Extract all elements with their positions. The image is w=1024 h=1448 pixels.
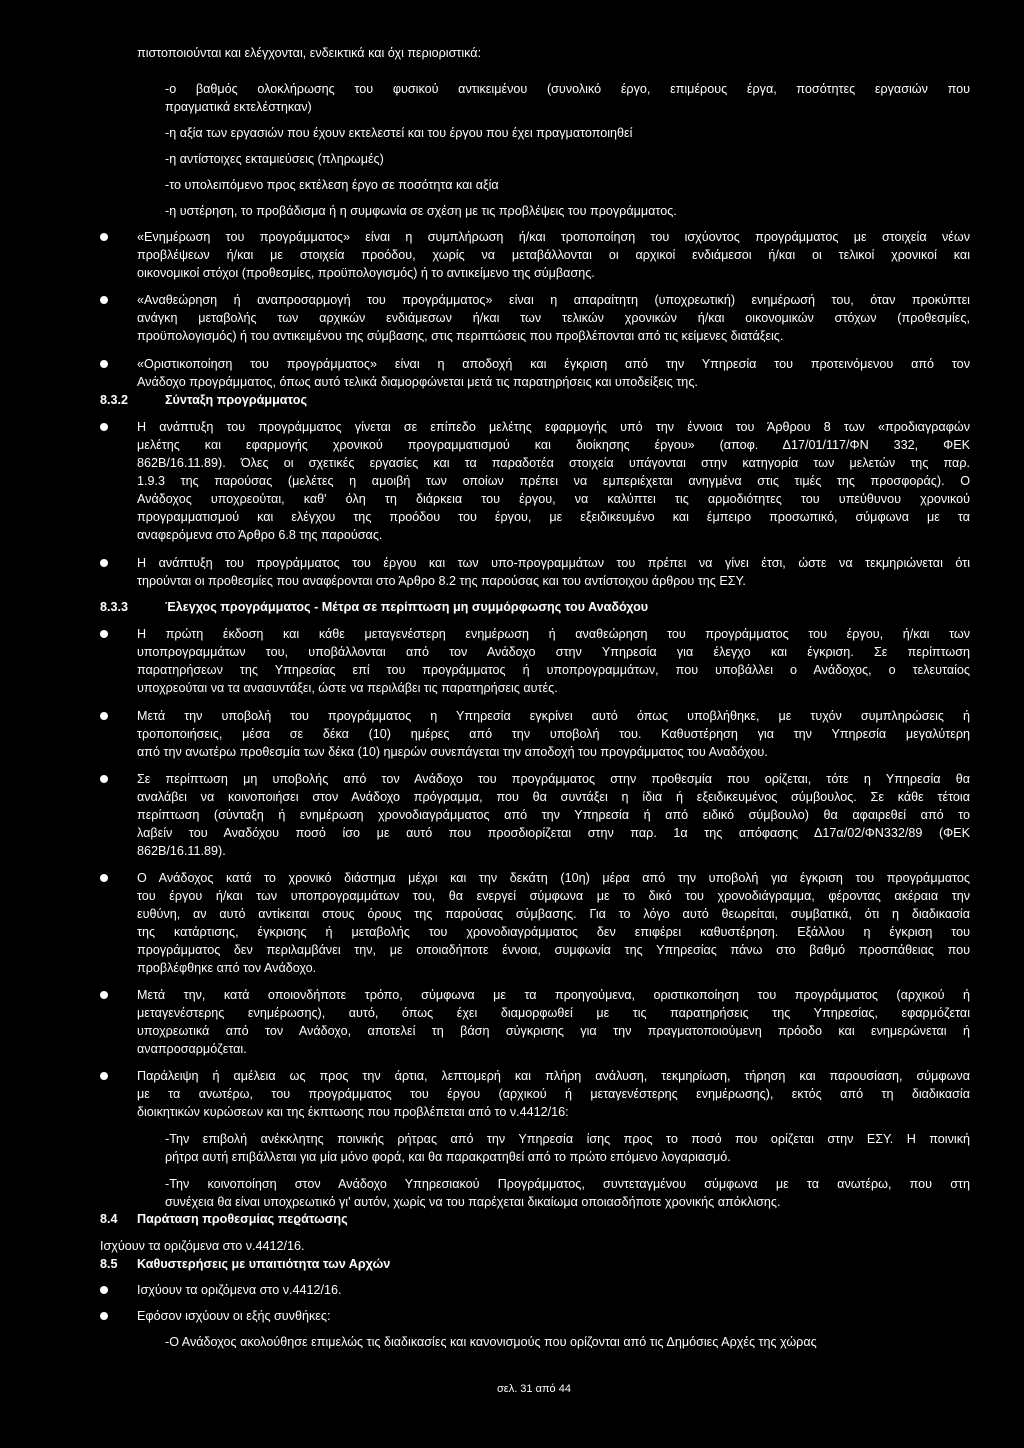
text-line: 1.9.3 της παρούσας (μελέτες η αμοιβή των οποίων πρέπει να εμπεριέχεται ανηγμένα στις τιμές της προσφοράς). Ο (137, 474, 970, 488)
text-line: ευθύνη, αν αυτό αντίκειται στους όρους της παρούσας σύμβασης. Για το λόγο αυτό θεωρείται, συμβατικά, ότι η διαδικασία (137, 907, 970, 921)
section-heading: Παράταση προθεσμίας πεϱάτωσης (137, 1212, 348, 1226)
text-line: Παράλειψη ή αμέλεια ως προς την άρτια, λεπτομερή και πλήρη ανάλυση, τεκμηρίωση, τήρηση και παρουσίαση, σύμφωνα (137, 1069, 970, 1083)
text-line: τηρούνται οι προθεσμίες που αναφέρονται στο Άρθρο 8.2 της παρούσας και του αντίστοιχου άρθρου της ΕΣΥ. (137, 574, 746, 588)
section-number: 8.4 (100, 1212, 118, 1226)
text-line: ανάγκη μεταβολής των αρχικών ενδιάμεσων ή/και των τελικών χρονικών ή/και οικονομικών στόχων (προθεσμίες, (137, 311, 970, 325)
text-line: -η αντίστοιχες εκταμιεύσεις (πληρωμές) (165, 152, 384, 166)
text-line: του έργου ή/και των υποπρογραμμάτων του, θα ενεργεί σύμφωνα με το δικό του χρονοδιάγραμμα, φέροντας ακέραια την (137, 889, 970, 903)
text-line: από την ανωτέρω προθεσμία των δέκα (10) ημερών συνεπάγεται την αποδοχή του προγράμματος του Αναδόχου. (137, 745, 768, 759)
text-line: -η αξία των εργασιών που έχουν εκτελεστεί και του έργου που έχει πραγματοποιηθεί (165, 126, 633, 140)
text-line: μελέτης και εφαρμογής χρονικού προγραμματισμού και διοίκησης έργου» (αποφ. Δ17/01/117/ΦΝ 332, ΦΕΚ (137, 438, 970, 452)
text-line: «Ενημέρωση του προγράμματος» είναι η συμπλήρωση ή/και τροποποίηση του ισχύοντος προγράμματος με στοιχεία νέων (137, 230, 970, 244)
text-line: συνέχεια θα είναι υποχρεωτικό γι' αυτόν, χωρίς να του παρέχεται δικαίωμα οποιασδήποτε χρονικής απόκλισης. (165, 1195, 781, 1209)
text-line: πραγματικά εκτελέστηκαν) (165, 100, 312, 114)
text-line: Εφόσον ισχύουν οι εξής συνθήκες: (137, 1309, 331, 1323)
text-line: προγράμματος δεν περιλαμβάνει την, με οποιαδήποτε έννοια, συμφωνία της Υπηρεσίας πάνω στο βαθμό προσπάθειας που (137, 943, 970, 957)
bullet-icon (100, 775, 108, 783)
text-line: υποχρεούται να τα ανασυντάξει, ώστε να περιλάβει τις παρατηρήσεις αυτές. (137, 681, 558, 695)
text-line: Ο Ανάδοχος κατά το χρονικό διάστημα μέχρι και την δεκάτη (10η) μέρα από την υποβολή για έγκριση του προγράμματος (137, 871, 970, 885)
section-number: 8.5 (100, 1257, 118, 1271)
bullet-icon (100, 1312, 108, 1320)
text-line: Μετά την υποβολή του προγράμματος η Υπηρεσία εγκρίνει αυτό όπως υποβλήθηκε, με τυχόν συμπληρώσεις ή (137, 709, 970, 723)
bullet-icon (100, 874, 108, 882)
text-line: ρήτρα αυτή επιβάλλεται για μία μόνο φορά, και θα παρακρατηθεί από το πρώτο επόμενο λογαριασμό. (165, 1150, 731, 1164)
text-line: προγραμματισμού και ελέγχου της προόδου του έργου, με εξειδικευμένο και έμπειρο προσωπικό, σύμφωνα με τα (137, 510, 970, 524)
text-line: της κατάρτισης, έγκρισης ή μεταβολής του χρονοδιαγράμματος δεν επιφέρει καθυστέρηση. Εξάλλου η έγκριση του (137, 925, 970, 939)
section-heading: Έλεγχος προγράμματος - Μέτρα σε περίπτωση μη συμμόρφωσης του Αναδόχου (165, 600, 649, 614)
text-line: περίπτωση (σύνταξη ή ενημέρωση χρονοδιαγράμματος από την Υπηρεσία ή από ειδικό σύμβουλο) θα αφαιρεθεί από το (137, 808, 970, 822)
text-line: προϋπολογισμός) ή του αντικειμένου της σύμβασης, στις περιπτώσεις που προβλέπονται από τις κείμενες διατάξεις. (137, 329, 784, 343)
text-line: Ανάδοχος υποχρεούται, καθ' όλη τη διάρκεια του έργου, να καλύπτει τις αρμοδιότητες του υπεύθυνου χρονικού (137, 492, 970, 506)
text-line: Η ανάπτυξη του προγράμματος γίνεται σε επίπεδο μελέτης εφαρμογής υπό την έννοια του Άρθρου 8 των «προδιαγραφών (137, 420, 970, 434)
bullet-icon (100, 712, 108, 720)
text-line: οικονομικοί στόχοι (προθεσμίες, προϋπολογισμός) ή το αντικείμενο της σύμβασης. (137, 266, 595, 280)
text-line: Σε περίπτωση μη υποβολής από τον Ανάδοχο του προγράμματος στην προθεσμία που ορίζεται, τότε η Υπηρεσία θα (137, 772, 970, 786)
text-line: υποπρογραμμάτων του, υποβάλλονται από τον Ανάδοχο στην Υπηρεσία για έλεγχο και έγκριση. Σε περίπτωση (137, 645, 970, 659)
section-number: 8.3.3 (100, 600, 129, 614)
text-line: Ανάδοχο προγράμματος, όπως αυτό τελικά διαμορφώνεται μετά τις παρατηρήσεις και υποδείξεις της. (137, 375, 698, 389)
text-line: Η πρώτη έκδοση και κάθε μεταγενέστερη ενημέρωση ή αναθεώρηση του προγράμματος του έργου, ή/και των (137, 627, 970, 641)
text-line: υποχρεωτικά από τον Ανάδοχο, αποτελεί τη βάση σύγκρισης για την πραγματοποιούμενη πρόοδο και ενημερώνεται ή (137, 1024, 970, 1038)
bullet-icon (100, 991, 108, 999)
text-line: 862Β/16.11.89). Όλες οι σχετικές εργασίες και τα παραδοτέα στοιχεία υπάγονται στην κατηγορία των μελετών της παρ. (137, 456, 970, 470)
text-line: -Την επιβολή ανέκκλητης ποινικής ρήτρας από την Υπηρεσία ίσης προς το ποσό που ορίζεται στην ΕΣΥ. Η ποινική (165, 1132, 970, 1146)
bullet-icon (100, 233, 108, 241)
bullet-icon (100, 559, 108, 567)
text-line: -η υστέρηση, το προβάδισμα ή η συμφωνία σε σχέση με τις προβλέψεις του προγράμματος. (165, 204, 677, 218)
text-line: αναπροσαρμόζεται. (137, 1042, 247, 1056)
bullet-icon (100, 630, 108, 638)
text-line: 862Β/16.11.89). (137, 844, 226, 858)
text-line: «Αναθεώρηση ή αναπροσαρμογή του προγράμματος» είναι η απαραίτητη (υποχρεωτική) ενημέρωσή του, όταν προκύπτει (137, 293, 970, 307)
text-line: -ο βαθμός ολοκλήρωσης του φυσικού αντικειμένου (συνολικό έργο, επιμέρους έργα, ποσότητες εργασιών που (165, 82, 970, 96)
text-line: Μετά την, κατά οποιονδήποτε τρόπο, σύμφωνα με τα προηγούμενα, οριστικοποίηση του προγράμματος (αρχικού ή (137, 988, 970, 1002)
section-heading: Καθυστερήσεις με υπαιτιότητα των Αρχών (137, 1257, 391, 1271)
text-line: λαβείν του Αναδόχου ποσό ίσο με αυτό που προσδιορίζεται στην παρ. 1α της απόφασης Δ17α/02/ΦΝ332/89 (ΦΕΚ (137, 826, 970, 840)
bullet-icon (100, 1072, 108, 1080)
bullet-icon (100, 296, 108, 304)
text-line: αναλάβει να κοινοποιήσει στον Ανάδοχο πρόγραμμα, που θα συντάξει η ίδια ή εξειδικευμένος σύμβουλος. Σε κάθε τέτοια (137, 790, 970, 804)
section-number: 8.3.2 (100, 393, 129, 407)
section-heading: Σύνταξη προγράμματος (165, 393, 308, 407)
text-line: αναφερόμενα στο Άρθρο 6.8 της παρούσας. (137, 528, 383, 542)
text-line: -το υπολειπόμενο προς εκτέλεση έργο σε ποσότητα και αξία (165, 178, 499, 192)
text-line: παρατηρήσεων της Υπηρεσίας επί του προγράμματος ή υποπρογραμμάτων, που υποβάλλει ο Ανάδοχος, ο τελευταίος (137, 663, 970, 677)
text-line: πιστοποιούνται και ελέγχονται, ενδεικτικά και όχι περιοριστικά: (137, 46, 482, 60)
text-line: μεταγενέστερης ενημέρωσης), αυτό, όπως έχει διαμορφωθεί με τις παρατηρήσεις της Υπηρεσίας, εφαρμόζεται (137, 1006, 970, 1020)
text-line: «Οριστικοποίηση του προγράμματος» είναι η αποδοχή και έγκριση από την Υπηρεσία του προτεινόμενου από τον (137, 357, 970, 371)
text-line: Η ανάπτυξη του προγράμματος του έργου και των υπο-προγραμμάτων του πρέπει να γίνει έτσι, ώστε να τεκμηριώνεται ότι (137, 556, 970, 570)
bullet-icon (100, 1286, 108, 1294)
text-line: Ισχύουν τα οριζόμενα στο ν.4412/16. (137, 1283, 342, 1297)
text-line: Ισχύουν τα οριζόμενα στο ν.4412/16. (100, 1239, 305, 1253)
text-line: διοικητικών κυρώσεων και της έκπτωσης που προβλέπεται από το ν.4412/16: (137, 1105, 569, 1119)
bullet-icon (100, 423, 108, 431)
text-line: τροποποιήσεις, μέσα σε δέκα (10) ημέρες από την υποβολή του. Καθυστέρηση για την Υπηρεσία μεγαλύτερη (137, 727, 970, 741)
bullet-icon (100, 360, 108, 368)
text-line: -Ο Ανάδοχος ακολούθησε επιμελώς τις διαδικασίες και κανονισμούς που ορίζονται από τις Δημόσιες Αρχές της χώρας (165, 1335, 817, 1349)
text-line: προβλέφθηκε από τον Ανάδοχο. (137, 961, 317, 975)
page-number: σελ. 31 από 44 (497, 1383, 571, 1395)
text-line: -Την κοινοποίηση στον Ανάδοχο Υπηρεσιακού Προγράμματος, συντεταγμένου σύμφωνα με τα ανωτέρω, που στη (165, 1177, 970, 1191)
text-line: με τα ανωτέρω, του προγράμματος του έργου (αρχικού ή μεταγενέστερης ενημέρωσης), εκτός από τη διαδικασία (137, 1087, 970, 1101)
text-line: προβλέψεων ή/και με στοιχεία προόδου, χωρίς να μεταβάλλονται οι αρχικοί ενδιάμεσοι ή/και οι τελικοί χρονικοί και (137, 248, 970, 262)
